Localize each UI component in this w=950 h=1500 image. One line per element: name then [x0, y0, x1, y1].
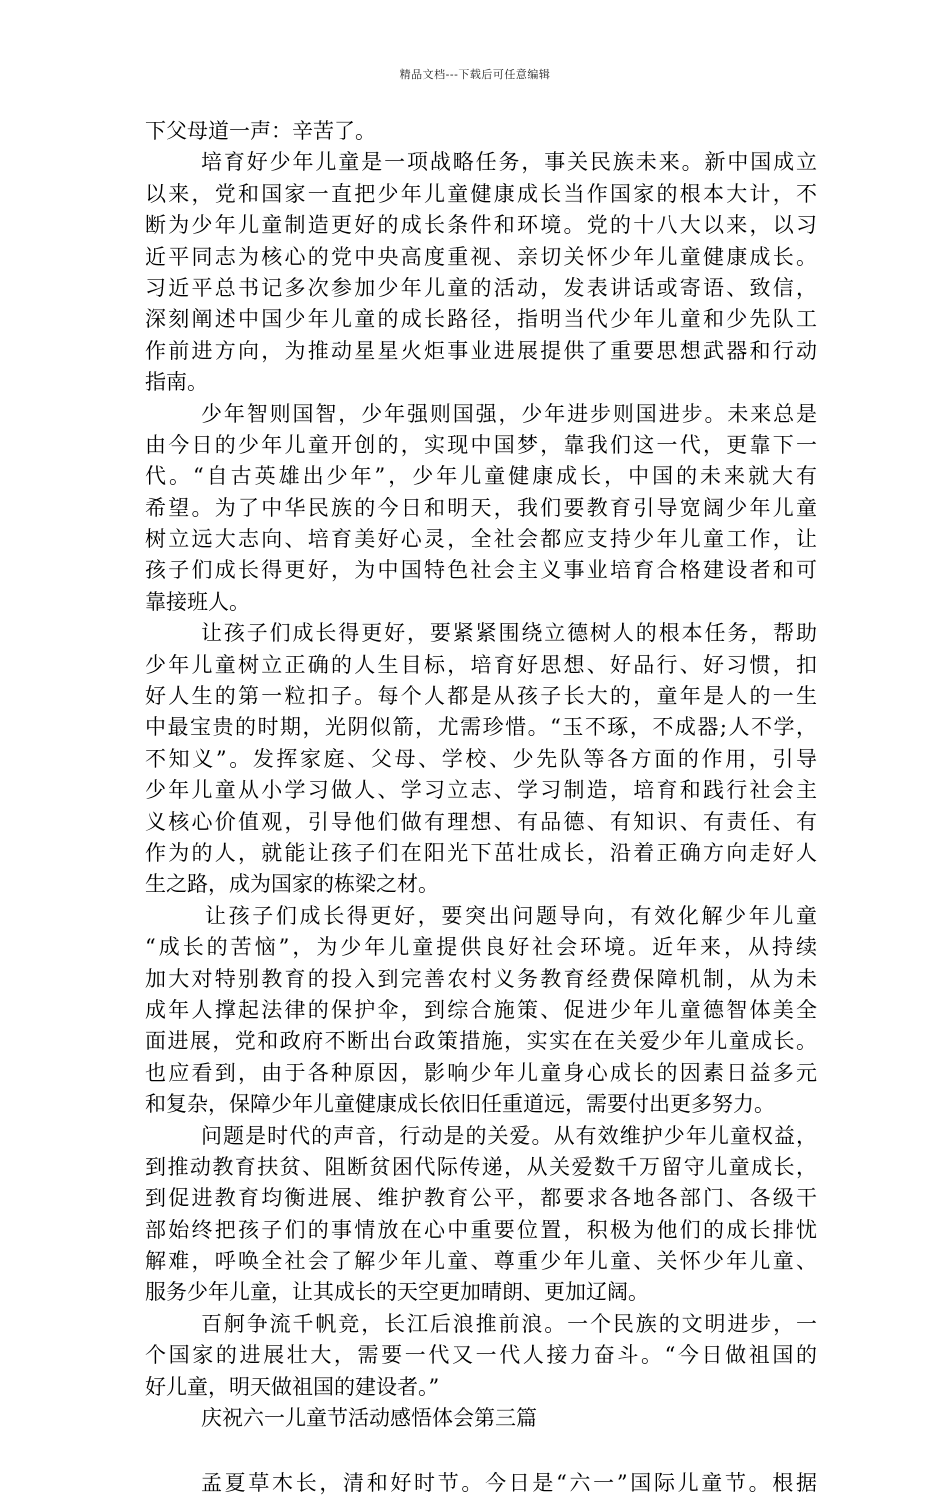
text-line: 成年人撑起法律的保护伞，到综合施策、促进少年儿童德智体美全: [145, 997, 817, 1022]
text-line: 面进展，党和政府不断出台政策措施，实实在在关爱少年儿童成长。: [145, 1029, 817, 1054]
blank-line: [145, 1434, 817, 1468]
text-line: 深刻阐述中国少年儿童的成长路径，指明当代少年儿童和少先队工: [145, 307, 817, 332]
text-line: 百舸争流千帆竞，长江后浪推前浪。一个民族的文明进步，一: [201, 1311, 817, 1336]
paragraph: [145, 618, 817, 901]
text-line: 解难，呼唤全社会了解少年儿童、尊重少年儿童、关怀少年儿童、: [145, 1249, 817, 1274]
text-line: 以来，党和国家一直把少年儿童健康成长当作国家的根本大计，不: [145, 181, 817, 206]
paragraph: [145, 147, 817, 398]
paragraph: [145, 116, 817, 147]
text-line: 到促进教育均衡进展、维护教育公平，都要求各地各部门、各级干: [145, 1186, 817, 1211]
text-line: 少年儿童树立正确的人生目标，培育好思想、好品行、好习惯，扣: [145, 652, 817, 677]
text-line: 孟夏草木长，清和好时节。今日是“六一”国际儿童节。根据: [201, 1471, 817, 1496]
text-line: 好人生的第一粒扣子。每个人都是从孩子长大的，童年是人的一生: [145, 684, 817, 709]
text-line: 让孩子们成长得更好，要紧紧围绕立德树人的根本任务，帮助: [201, 621, 817, 646]
text-line: 不知义”。发挥家庭、父母、学校、少先队等各方面的作用，引导: [145, 746, 817, 771]
text-line: 到推动教育扶贫、阻断贫困代际传递，从关爱数千万留守儿童成长，: [145, 1154, 817, 1179]
text-line: 问题是时代的声音，行动是的关爱。从有效维护少年儿童权益，: [201, 1123, 817, 1148]
text-line: 少年智则国智，少年强则国强，少年进步则国进步。未来总是: [201, 401, 817, 426]
text-line: 培育好少年儿童是一项战略任务，事关民族未来。新中国成立: [201, 150, 817, 175]
text-line: 下父母道一声：辛苦了。: [145, 119, 376, 143]
text-line: 少年儿童从小学习做人、学习立志、学习制造，培育和践行社会主: [145, 778, 817, 803]
paragraph: [145, 901, 817, 1121]
page-header: 精品文档---下载后可任意编辑: [399, 68, 551, 81]
section-title: 庆祝六一儿童节活动感悟体会第三篇: [201, 1406, 537, 1431]
text-line: 代。“自古英雄出少年”，少年儿童健康成长，中国的未来就大有: [145, 464, 817, 489]
text-line: 好儿童，明天做祖国的建设者。”: [145, 1374, 440, 1399]
text-line: 靠接班人。: [145, 589, 250, 614]
text-line: 近平同志为核心的党中央高度重视、亲切关怀少年儿童健康成长。: [145, 244, 817, 269]
text-line: 作前进方向，为推动星星火炬事业进展提供了重要思想武器和行动: [145, 338, 817, 363]
text-line: 和复杂，保障少年儿童健康成长依旧任重道远，需要付出更多努力。: [145, 1092, 775, 1117]
text-line: 指南。: [145, 370, 208, 395]
text-line: 树立远大志向、培育美好心灵，全社会都应支持少年儿童工作，让: [145, 527, 817, 552]
text-line: 习近平总书记多次参加少年儿童的活动，发表讲话或寄语、致信，: [145, 275, 817, 300]
paragraph: [145, 1121, 817, 1309]
paragraph: [145, 1309, 817, 1403]
text-line: 希望。为了中华民族的今日和明天，我们要教育引导宽阔少年儿童: [145, 495, 817, 520]
text-line: 让孩子们成长得更好，要突出问题导向，有效化解少年儿童: [205, 903, 817, 928]
text-line: 义核心价值观，引导他们做有理想、有品德、有知识、有责任、有: [145, 809, 817, 834]
text-line: 由今日的少年儿童开创的，实现中国梦，靠我们这一代，更靠下一: [145, 432, 817, 457]
paragraph: [145, 399, 817, 619]
text-line: 孩子们成长得更好，为中国特色社会主义事业培育合格建设者和可: [145, 558, 817, 583]
text-line: 部始终把孩子们的事情放在心中重要位置，积极为他们的成长排忧: [145, 1217, 817, 1242]
text-line: 服务少年儿童，让其成长的天空更加晴朗、更加辽阔。: [145, 1280, 649, 1305]
document-body: [145, 116, 817, 1500]
text-line: 中最宝贵的时期，光阴似箭，尤需珍惜。“玉不琢，不成器;人不学，: [145, 715, 817, 740]
text-line: 加大对特别教育的投入到完善农村义务教育经费保障机制，从为未: [145, 966, 817, 991]
text-line: 生之路，成为国家的栋梁之材。: [145, 872, 439, 897]
text-line: 作为的人，就能让孩子们在阳光下茁壮成长，沿着正确方向走好人: [145, 840, 817, 865]
text-line: “成长的苦恼”，为少年儿童提供良好社会环境。近年来，从持续: [145, 935, 817, 960]
text-line: 也应看到，由于各种原因，影响少年儿童身心成长的因素日益多元: [145, 1060, 817, 1085]
text-line: 个国家的进展壮大，需要一代又一代人接力奋斗。“今日做祖国的: [145, 1343, 817, 1368]
text-line: 断为少年儿童制造更好的成长条件和环境。党的十八大以来，以习: [145, 213, 817, 238]
